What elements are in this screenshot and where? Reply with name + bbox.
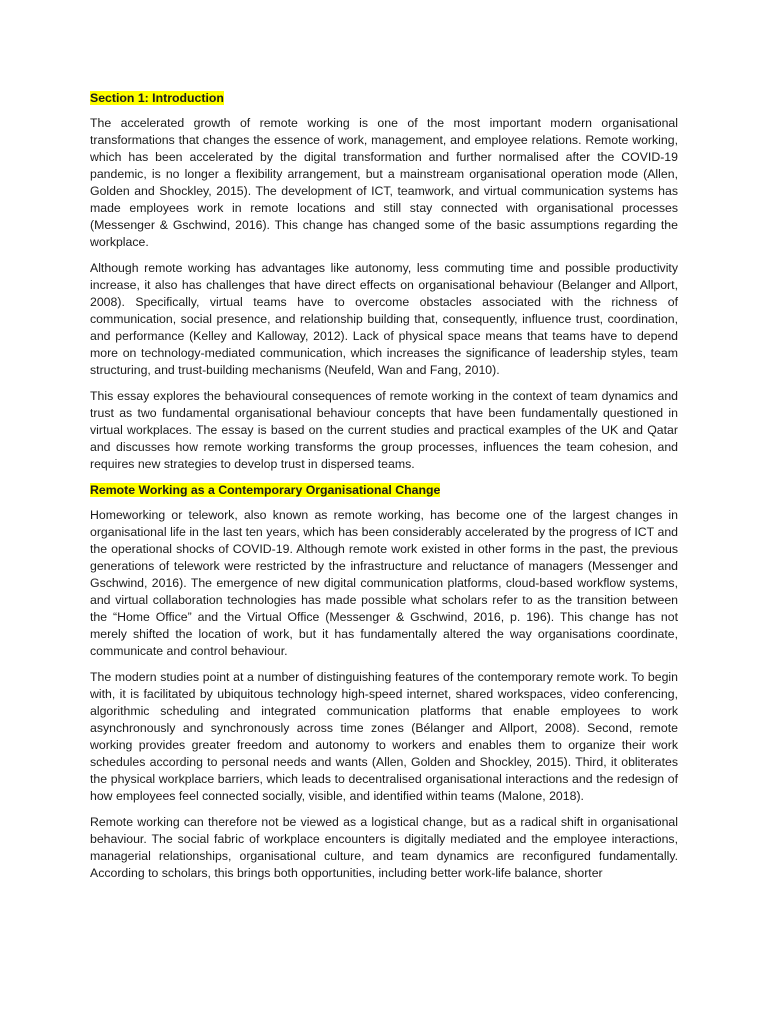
section-2-paragraph-3: Remote working can therefore not be viewed as a logistical change, but as a radical shift in organisational behaviour. The social fabric of workplace encounters is digitally mediated and the employee interactions, managerial relationships, organisational culture, and team dynamics are reconfigured fundamentally. According to scholars, this brings both opportunities, including better work-life balance, shorter — [90, 815, 678, 880]
section-2-heading-text: Remote Working as a Contemporary Organisational Change — [90, 483, 441, 497]
section-1-heading-text: Section 1: Introduction — [90, 91, 224, 105]
section-2-paragraph-1: Homeworking or telework, also known as remote working, has become one of the largest changes in organisational life in the last ten years, which has been considerably accelerated by the progress of ICT and the operational shocks of COVID-19. Although remote work existed in other forms in the past, the previous generations of telework were restricted by the infrastructure and reluctance of managers (Messenger and Gschwind, 2016). The emergence of new digital communication platforms, cloud-based workflow systems, and virtual collaboration technologies has made possible what scholars refer to as the transition between the “Home Office” and the Virtual Office (Messenger & Gschwind, 2016, p. 196). This change has not merely shifted the location of work, but it has fundamentally altered the way organisations coordinate, communicate and control behaviour. — [90, 508, 678, 658]
section-1-heading — [90, 90, 678, 107]
section-2-heading — [90, 482, 678, 499]
section-2-paragraph-2: The modern studies point at a number of distinguishing features of the contemporary remote work. To begin with, it is facilitated by ubiquitous technology high-speed internet, shared workspaces, video conferencing, algorithmic scheduling and integrated communication platforms that enable employees to work asynchronously and synchronously across time zones (Bélanger and Allport, 2008). Second, remote working provides greater freedom and autonomy to workers and enables them to organize their work schedules according to personal needs and wants (Allen, Golden and Shockley, 2015). Third, it obliterates the physical workplace barriers, which leads to decentralised organisational interactions and the redesign of how employees feel connected socially, visible, and identified within teams (Malone, 2018). — [90, 670, 678, 803]
section-1-paragraph-3: This essay explores the behavioural consequences of remote working in the context of team dynamics and trust as two fundamental organisational behaviour concepts that have been fundamentally questioned in virtual workplaces. The essay is based on the current studies and practical examples of the UK and Qatar and discusses how remote working transforms the group processes, influences the team cohesion, and requires new strategies to develop trust in dispersed teams. — [90, 389, 678, 471]
document-page — [90, 90, 678, 891]
section-1-paragraph-2: Although remote working has advantages like autonomy, less commuting time and possible productivity increase, it also has challenges that have direct effects on organisational behaviour (Belanger and Allport, 2008). Specifically, virtual teams have to overcome obstacles associated with the richness of communication, social presence, and relationship building that, consequently, influence trust, coordination, and performance (Kelley and Kalloway, 2012). Lack of physical space means that teams have to depend more on technology-mediated communication, which increases the significance of leadership styles, team structuring, and trust-building mechanisms (Neufeld, Wan and Fang, 2010). — [90, 261, 678, 377]
section-1-paragraph-1: The accelerated growth of remote working is one of the most important modern organisational transformations that changes the essence of work, management, and employee relations. Remote working, which has been accelerated by the digital transformation and further normalised after the COVID-19 pandemic, is no longer a flexibility arrangement, but a mainstream organisational operation mode (Allen, Golden and Shockley, 2015). The development of ICT, teamwork, and virtual communication systems has made employees work in remote locations and still stay connected with organisational processes (Messenger & Gschwind, 2016). This change has changed some of the basic assumptions regarding the workplace. — [90, 116, 678, 249]
